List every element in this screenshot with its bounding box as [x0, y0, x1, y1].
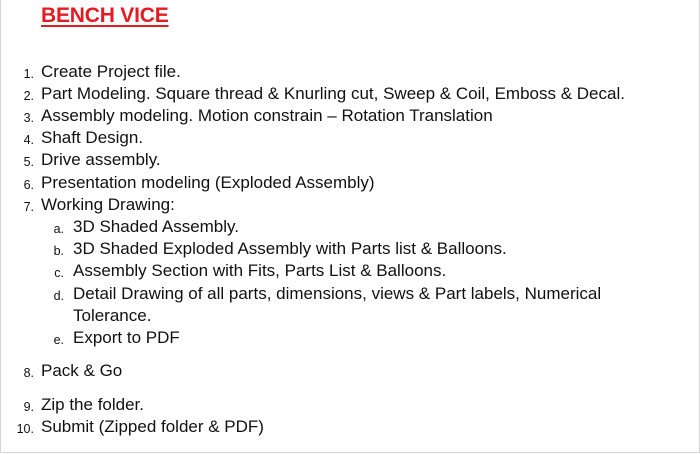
- step-number: 10.: [16, 422, 34, 436]
- step-number: 2.: [23, 89, 34, 103]
- step-number: 1.: [23, 67, 34, 81]
- substep-text: Tolerance.: [73, 306, 152, 325]
- step-text: Create Project file.: [41, 62, 181, 81]
- substep-letter: e.: [53, 333, 64, 347]
- step-text: Shaft Design.: [41, 128, 144, 147]
- substep-text: 3D Shaded Exploded Assembly with Parts list & Balloons.: [73, 239, 507, 258]
- step-text: Part Modeling. Square thread & Knurling cut, Sweep & Coil, Emboss & Decal.: [41, 84, 625, 103]
- substep-letter: a.: [53, 222, 64, 236]
- step-text: Submit (Zipped folder & PDF): [41, 417, 264, 436]
- step-number: 6.: [23, 178, 34, 192]
- step-text: Zip the folder.: [41, 395, 145, 414]
- document-title: BENCH VICE: [41, 4, 169, 27]
- step-text: Assembly modeling. Motion constrain – Rotation Translation: [41, 106, 493, 125]
- step-text: Presentation modeling (Exploded Assembly): [41, 173, 375, 192]
- substep-text: Assembly Section with Fits, Parts List & Balloons.: [73, 261, 447, 280]
- step-text: Working Drawing:: [41, 195, 175, 214]
- substep-text: Detail Drawing of all parts, dimensions, views & Part labels, Numerical: [73, 284, 602, 303]
- step-number: 4.: [23, 133, 34, 147]
- step-number: 7.: [23, 200, 34, 214]
- substep-text: Export to PDF: [73, 328, 180, 347]
- step-text: Drive assembly.: [41, 150, 161, 169]
- step-number: 9.: [23, 400, 34, 414]
- substep-letter: b.: [53, 244, 64, 258]
- step-number: 3.: [23, 111, 34, 125]
- step-number: 5.: [23, 155, 34, 169]
- substep-text: 3D Shaded Assembly.: [73, 217, 239, 236]
- substep-letter: c.: [54, 266, 64, 280]
- step-number: 8.: [23, 366, 34, 380]
- substep-letter: d.: [53, 289, 64, 303]
- step-text: Pack & Go: [41, 361, 123, 380]
